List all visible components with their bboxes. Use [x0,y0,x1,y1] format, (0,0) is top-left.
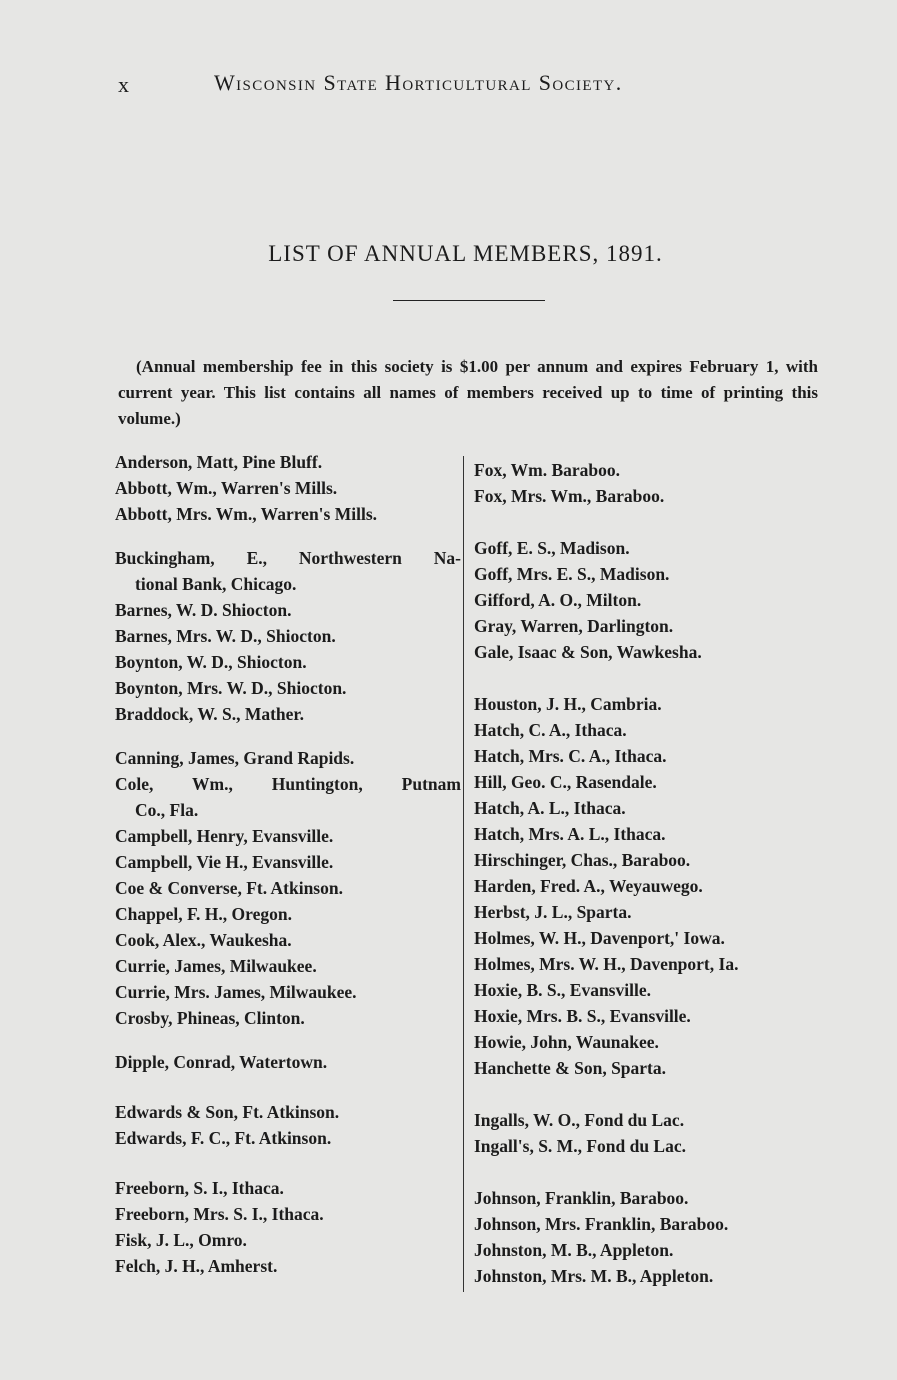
member-entry: Ingall's, S. M., Fond du Lac. [474,1136,686,1156]
member-entry: Chappel, F. H., Oregon. [115,904,292,924]
member-entry: Goff, Mrs. E. S., Madison. [474,564,670,584]
member-entry: Holmes, W. H., Davenport,' Iowa. [474,928,725,948]
member-entry: Johnson, Franklin, Baraboo. [474,1188,689,1208]
member-entry: Gray, Warren, Darlington. [474,616,674,636]
member-entry: Currie, James, Milwaukee. [115,956,317,976]
members-column-right [474,457,824,1307]
letter-group-e [115,1099,461,1151]
membership-note: (Annual membership fee in this society is $1.00 per annum and expires February 1, with current year. This list contains all names of members received up to time of printing this volume.) [118,357,818,428]
title-rule [393,300,545,301]
member-entry: Harden, Fred. A., Weyauwego. [474,876,703,896]
member-entry: Ingalls, W. O., Fond du Lac. [474,1110,685,1130]
letter-group-i [474,1107,824,1159]
member-entry: Freeborn, Mrs. S. I., Ithaca. [115,1204,324,1224]
member-entry: Johnston, Mrs. M. B., Appleton. [474,1266,714,1286]
letter-group-b [115,545,461,727]
member-entry: Fisk, J. L., Omro. [115,1230,247,1250]
member-entry: Hatch, Mrs. C. A., Ithaca. [474,746,667,766]
member-entry: Hirschinger, Chas., Baraboo. [474,850,691,870]
page-title: LIST OF ANNUAL MEMBERS, 1891. [268,241,663,266]
member-entry: Cole, Wm., Huntington, Putnam [115,774,461,794]
letter-group-g [474,535,824,665]
member-entry: Goff, E. S., Madison. [474,538,630,558]
member-entry: Campbell, Vie H., Evansville. [115,852,334,872]
letter-group-a [115,449,461,527]
member-entry: Fox, Mrs. Wm., Baraboo. [474,486,665,506]
member-entry: Crosby, Phineas, Clinton. [115,1008,305,1028]
member-entry: Edwards, F. C., Ft. Atkinson. [115,1128,332,1148]
member-entry: Coe & Converse, Ft. Atkinson. [115,878,343,898]
members-column-left [115,449,461,1297]
letter-group-f-continued [474,457,824,509]
member-entry: Boynton, W. D., Shiocton. [115,652,307,672]
letter-group-j [474,1185,824,1289]
member-entry: Abbott, Wm., Warren's Mills. [115,478,338,498]
member-entry: Freeborn, S. I., Ithaca. [115,1178,284,1198]
member-entry: Hanchette & Son, Sparta. [474,1058,667,1078]
member-entry-continuation: Co., Fla. [135,800,199,820]
member-entry: Johnston, M. B., Appleton. [474,1240,674,1260]
member-entry: Houston, J. H., Cambria. [474,694,662,714]
member-entry-continuation: tional Bank, Chicago. [135,574,297,594]
column-divider [463,456,464,1292]
member-entry: Gale, Isaac & Son, Wawkesha. [474,642,702,662]
member-entry: Anderson, Matt, Pine Bluff. [115,452,323,472]
member-entry: Currie, Mrs. James, Milwaukee. [115,982,357,1002]
letter-group-h [474,691,824,1081]
member-entry: Hatch, A. L., Ithaca. [474,798,626,818]
member-entry: Holmes, Mrs. W. H., Davenport, Ia. [474,954,739,974]
member-entry: Hoxie, B. S., Evansville. [474,980,651,1000]
member-entry: Barnes, W. D. Shiocton. [115,600,292,620]
member-entry: Edwards & Son, Ft. Atkinson. [115,1102,340,1122]
member-entry: Herbst, J. L., Sparta. [474,902,632,922]
member-entry: Fox, Wm. Baraboo. [474,460,620,480]
member-entry: Buckingham, E., Northwestern Na- [115,548,461,568]
running-title: Wisconsin State Horticultural Society. [214,70,623,95]
member-entry: Felch, J. H., Amherst. [115,1256,278,1276]
member-entry: Abbott, Mrs. Wm., Warren's Mills. [115,504,378,524]
running-head [118,68,740,102]
member-entry: Canning, James, Grand Rapids. [115,748,355,768]
member-entry: Campbell, Henry, Evansville. [115,826,334,846]
member-entry: Hatch, C. A., Ithaca. [474,720,627,740]
member-entry: Cook, Alex., Waukesha. [115,930,292,950]
letter-group-c [115,745,461,1031]
page-number: x [118,72,130,97]
member-entry: Barnes, Mrs. W. D., Shiocton. [115,626,336,646]
member-entry: Dipple, Conrad, Watertown. [115,1052,328,1072]
member-entry: Braddock, W. S., Mather. [115,704,304,724]
member-entry: Johnson, Mrs. Franklin, Baraboo. [474,1214,729,1234]
member-entry: Howie, John, Waunakee. [474,1032,659,1052]
member-entry: Hoxie, Mrs. B. S., Evansville. [474,1006,691,1026]
member-entry: Hill, Geo. C., Rasendale. [474,772,657,792]
letter-group-d [115,1049,461,1075]
letter-group-f [115,1175,461,1279]
member-entry: Hatch, Mrs. A. L., Ithaca. [474,824,666,844]
member-entry: Boynton, Mrs. W. D., Shiocton. [115,678,347,698]
member-entry: Gifford, A. O., Milton. [474,590,642,610]
